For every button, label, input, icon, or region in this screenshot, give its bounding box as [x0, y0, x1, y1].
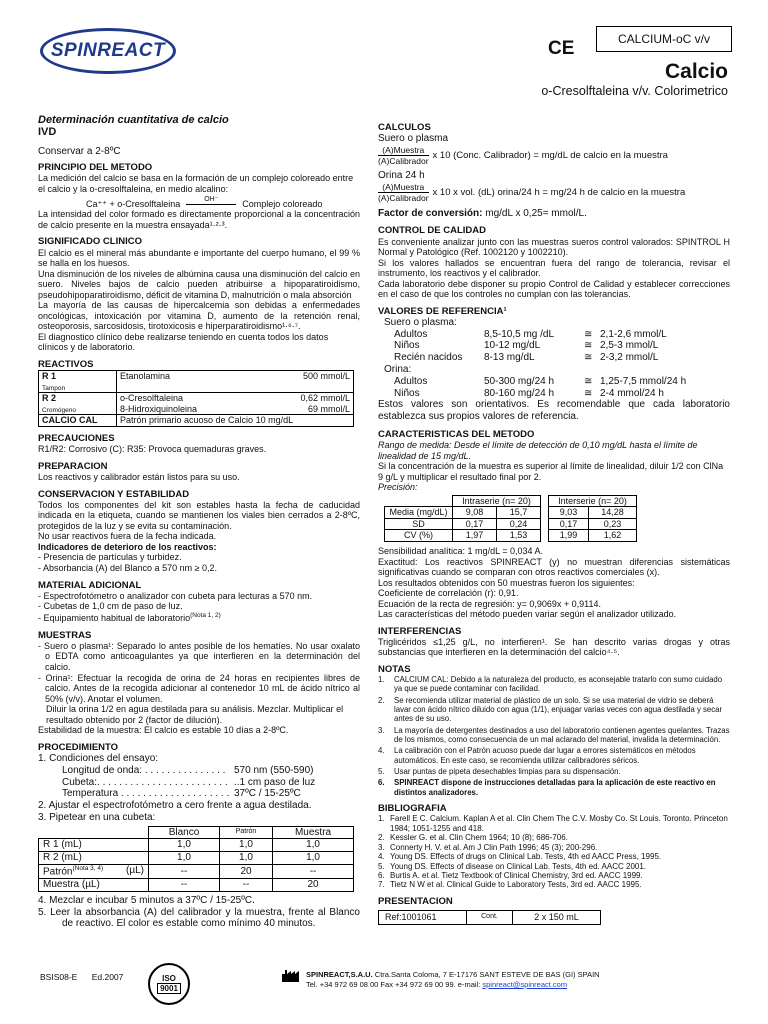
deterioration-list	[38, 552, 360, 573]
ref-values-heading: VALORES DE REFERENCIA¹	[378, 305, 507, 317]
r2-comp2: 8-Hidroxiquinoleina	[120, 403, 198, 414]
clinical-text2: Una disminución de los niveles de albúmina causa una disminución del calcio en suero. Niveles bajos de calcio pueden atribuirse a hipoparatiroidismo, pseudohipoparatiroidismo, déficit de vitamina D, malnutrición o mala absorción	[38, 268, 360, 300]
principle-text2: La intensidad del color formado es directamente proporcional a la concentración de calcio presente en la muestra ensayada¹·²·³.	[38, 209, 360, 230]
list-item	[378, 843, 730, 852]
table-cell: --	[273, 865, 354, 879]
approx-sign: ≅	[584, 328, 593, 340]
r1-name: R 1	[42, 370, 57, 381]
ref-mmol: 2-3,2 mmol/L	[600, 352, 659, 364]
note-number: 1.	[378, 675, 385, 685]
material-note: (Nota 1, 2)	[190, 611, 221, 619]
iso-number: 9001	[157, 983, 181, 994]
ref-mmol: 2-4 mmol/24 h	[600, 387, 664, 399]
ref-text: Young DS. Effects of drugs on Clinical Lab. Tests, 4th ed AACC Press, 1995.	[390, 852, 662, 862]
ref-mg: 80-160 mg/24 h	[484, 387, 555, 399]
r2-comp1: o-Cresolftaleina	[120, 393, 184, 404]
cal-name: CALCIO CAL	[39, 415, 117, 427]
note-number: 3.	[378, 725, 385, 735]
ref-values-text: Estos valores son orientativos. Es recomendable que cada laboratorio establezca sus propios valores de referencia.	[378, 399, 730, 423]
presentation-ref: Ref:1001061	[379, 911, 467, 925]
arrow-icon	[186, 204, 236, 205]
note-text: CALCIUM CAL: Debido a la naturaleza del producto, es aconsejable tratarlo con sumo cuidado ya que se puede contaminar con facilidad.	[394, 675, 723, 694]
table-cell: 20	[273, 879, 354, 892]
table-row	[39, 839, 354, 852]
reaction	[86, 196, 360, 209]
clinical-text4: El diagnostico clínico debe realizarse teniendo en cuenta todos los datos clínicos y de laboratorio.	[38, 331, 329, 353]
precautions-text: R1/R2: Corrosivo (C): R35: Provoca quemaduras graves.	[38, 444, 267, 455]
assay-conditions	[38, 765, 360, 800]
email-link[interactable]: spinreact@spinreact.com	[482, 980, 568, 989]
ref-group: Niños	[394, 340, 420, 352]
qc-text: Es conveniente analizar junto con las muestras sueros control valorados: SPINTROL H Normal y Patológico (Ref. 1002120 y 1002210).	[378, 236, 730, 258]
table-header: Intraserie (n= 20)	[453, 495, 541, 507]
footer-code	[40, 972, 123, 982]
samples-stability: Estabilidad de la muestra: El calcio es estable 10 días a 2-8ºC.	[38, 725, 289, 736]
list-item	[378, 675, 730, 694]
range-text: Rango de medida: Desde el límite de detección de 0,10 mg/dL hasta el límite de linealidad de 15 mg/dL.	[378, 439, 698, 461]
qc-text3: Cada laboratorio debe disponer su propio Control de Calidad y establecer correcciones en el caso de que los controles no cumplan con las tolerancias.	[378, 278, 730, 300]
table-cell: 0,17	[549, 518, 589, 530]
ref-number: 1.	[378, 814, 385, 824]
table-row	[385, 518, 637, 530]
ref-text: Burtis A. et al. Tietz Textbook of Clinical Chemistry, 3rd ed. AACC 1999.	[390, 871, 643, 880]
storage-heading: CONSERVACION Y ESTABILIDAD	[38, 488, 190, 500]
ref-mmol: 2,1-2,6 mmol/L	[600, 328, 667, 340]
samples-list	[38, 641, 360, 705]
procedure-step5: 5. Leer la absorbancia (A) del calibrador y la muestra, frente al Blanco de reactivo. El color es estable como mínimo 40 minutos.	[38, 906, 360, 930]
conversion-factor	[378, 208, 730, 220]
table-cell: R 1 (mL)	[39, 839, 149, 852]
ref-number: 7.	[378, 880, 385, 890]
interferences-text: Triglicéridos ≤1,25 g/L, no interfieren¹. Se han descrito varias drogas y otras substancias que interfieren en la determinación del calcio⁴·⁵.	[378, 636, 730, 658]
table-cell: 1,0	[219, 839, 272, 852]
precision-label: Precisión:	[378, 482, 418, 493]
list-item: - Espectrofotómetro o analizador con cubeta para lecturas a 570 nm.	[38, 590, 313, 601]
table-cell: 1,0	[219, 852, 272, 865]
preparation-heading: PREPARACION	[38, 460, 108, 472]
note-text: Usar puntas de pipeta desechables limpias para su dispensación.	[394, 767, 621, 777]
clinical-text: El calcio es el mineral más abundante e importante del cuerpo humano, el 99 % se halla en los huesos.	[38, 247, 360, 269]
patron-unit: (µL)	[126, 865, 144, 877]
r2-conc2: 69 mmol/L	[307, 403, 350, 414]
table-cell: Media (mg/dL)	[385, 507, 453, 519]
samples-heading: MUESTRAS	[38, 629, 92, 641]
clinical-text3: La mayoría de las causas de hipercalcemia son debidas a enfermedades oncológicas, intoxicación por vitamina D, aumento de la retención renal, osteoporosis, sarcosidosis, tirotoxicosis e hiperparatiroidismo¹·⁶·⁷.	[38, 300, 360, 332]
temperature-label: Temperatura . . . . . . . . . . . . . . . . . . . .	[62, 788, 230, 800]
ref-number: 6.	[378, 871, 385, 880]
table-cell: 1,0	[273, 839, 354, 852]
ref-mmol: 2,5-3 mmol/L	[600, 340, 659, 352]
r2-conc1: 0,62 mmol/L	[300, 393, 350, 404]
factory-icon	[282, 970, 302, 982]
approx-sign: ≅	[584, 352, 593, 364]
procedure-step3: 3. Pipetear en una cubeta:	[38, 811, 156, 823]
urine-equation: x 10 x vol. (dL) orina/24 h = mg/24 h de calcio en la muestra	[432, 186, 686, 198]
r1-comp: Etanolamina	[120, 370, 171, 381]
temperature-value: 37ºC / 15-25ºC	[234, 788, 301, 800]
r1-conc: 500 mmol/L	[302, 370, 350, 381]
table-header: Patrón	[219, 826, 272, 839]
calc-heading: CALCULOS	[378, 122, 431, 133]
reaction-arrow	[186, 196, 236, 209]
note-text: La mayoría de detergentes destinados a uso del laboratorio contienen agentes quelantes. Trazas de los mismos, como consecuencia de un mal aclarado del material, invalida la determinación.	[394, 725, 730, 745]
r1-sub: Tampon	[42, 384, 66, 392]
precautions-heading: PRECAUCIONES	[38, 433, 115, 445]
principle-text: La medición del calcio se basa en la formación de un complejo coloreado entre el calcio y la o-cresolftaleina, en medio alcalino:	[38, 173, 354, 194]
table-cell: CV (%)	[385, 530, 453, 542]
product-code: CALCIUM-oC v/v	[596, 26, 732, 52]
ref-serum-label: Suero o plasma:	[384, 316, 457, 328]
table-cell: 1,99	[549, 530, 589, 542]
ref-text: Young DS. Effects of disease on Clinical Lab. Tests, 4th ed. AACC 2001.	[390, 861, 647, 871]
table-cell: --	[219, 879, 272, 892]
notes-list	[378, 675, 730, 797]
table-cell: 1,62	[588, 530, 636, 542]
list-item	[378, 726, 730, 745]
ref-group: Recién nacidos	[394, 352, 463, 364]
table-cell: 1,53	[497, 530, 541, 542]
table-cell: 0,17	[453, 518, 497, 530]
conversion-value: mg/dL x 0,25= mmol/L.	[482, 207, 587, 219]
table-row	[385, 530, 637, 542]
fraction	[378, 145, 429, 166]
cal-comp: Patrón primario acuoso de Calcio 10 mg/dL	[117, 415, 354, 427]
urine-formula	[378, 182, 730, 203]
list-item	[378, 871, 730, 880]
exactness-text2: Los resultados obtenidos con 50 muestras fueron los siguientes:	[378, 577, 635, 588]
exactness-text: Exactitud: Los reactivos SPINREACT (y) no muestran diferencias sistemáticas significativas cuando se comparan con otros reactivos comerciales (x).	[378, 556, 730, 578]
regression-text: Ecuación de la recta de regresión: y= 0,9069x + 0,9114.	[378, 598, 601, 609]
approx-sign: ≅	[584, 340, 593, 352]
table-cell: 15,7	[497, 507, 541, 519]
fraction-denominator: (A)Calibrador	[378, 155, 429, 166]
presentation-qty: 2 x 150 mL	[513, 911, 601, 925]
fraction-denominator: (A)Calibrador	[378, 192, 429, 203]
qc-text2: Si los valores hallados se encuentran fuera del rango de tolerancia, revisar el instrumento, los reactivos y el calibrador.	[378, 257, 730, 279]
presentation-table	[378, 910, 601, 925]
doc-code: BSIS08-E	[40, 972, 78, 982]
ref-mg: 8-13 mg/dL	[484, 352, 535, 364]
approx-sign: ≅	[584, 375, 593, 387]
presentation-cont: Cont.	[467, 911, 513, 925]
page-title: Calcio	[664, 60, 728, 83]
list-item	[378, 852, 730, 861]
note-text: La calibración con el Patrón acuoso puede dar lugar a errores sistemáticos en métodos automáticos. En este caso, se recomienda utilizar calibradores séricos.	[394, 746, 696, 765]
calc-urine: Orina 24 h	[378, 169, 425, 181]
procedure-step4: 4. Mezclar e incubar 5 minutos a 37ºC / 15-25ºC.	[38, 894, 255, 906]
reaction-condition: OH⁻	[204, 196, 219, 204]
reagents-heading: REACTIVOS	[38, 358, 94, 370]
list-item: - Absorbancia (A) del Blanco a 570 nm ≥ 0,2.	[38, 562, 218, 573]
ref-mg: 8,5-10,5 mg /dL	[484, 328, 555, 340]
procedure-heading: PROCEDIMIENTO	[38, 741, 119, 753]
list-item	[38, 612, 360, 624]
list-item: - Orina¹: Efectuar la recogida de orina de 24 horas en recipientes libres de calcio. Antes de la recogida adicionar al contenedor 10 mL de ácido nítrico al 50% (v/v). Anotar el volumen.	[38, 672, 360, 704]
correlation-text: Coeficiente de correlación (r): 0,91.	[378, 588, 519, 599]
ref-group: Adultos	[394, 328, 428, 340]
ref-group: Niños	[394, 387, 420, 399]
notes-heading: NOTAS	[378, 663, 411, 675]
characteristics-text: Las características del método pueden variar según el analizador utilizado.	[378, 609, 677, 620]
table-header: Interserie (n= 20)	[549, 495, 637, 507]
serum-equation: x 10 (Conc. Calibrador) = mg/dL de calcio en la muestra	[432, 149, 668, 161]
ref-group: Adultos	[394, 375, 428, 387]
list-item	[378, 778, 730, 797]
list-item	[378, 862, 730, 871]
note-number: 5.	[378, 767, 385, 777]
table-cell: Muestra (µL)	[39, 879, 149, 892]
reaction-right: Complejo coloreado	[242, 198, 323, 209]
ref-text: Kessler G. et al. Clin Chem 1964; 10 (8); 686-706.	[390, 833, 568, 843]
table-cell: SD	[385, 518, 453, 530]
left-column	[38, 114, 360, 930]
wavelength-value: 570 nm (550-590)	[234, 764, 314, 776]
qc-heading: CONTROL DE CALIDAD	[378, 225, 487, 237]
table-cell: 14,28	[588, 507, 636, 519]
cuvette-label: Cubeta:. . . . . . . . . . . . . . . . . . . . . . . .	[62, 776, 228, 788]
right-column	[378, 122, 730, 925]
bibliography-heading: BIBLIOGRAFIA	[378, 803, 447, 815]
interferences-heading: INTERFERENCIAS	[378, 625, 462, 637]
ref-values	[378, 317, 730, 400]
fraction	[378, 182, 429, 203]
fraction-numerator: (A)Muestra	[378, 145, 429, 156]
list-item: - Presencia de partículas y turbidez.	[38, 552, 182, 563]
r2-name: R 2	[42, 393, 57, 404]
table-cell: 1,0	[273, 852, 354, 865]
table-row	[39, 865, 354, 879]
table-cell: 0,24	[497, 518, 541, 530]
table-cell: R 2 (mL)	[39, 852, 149, 865]
wavelength-label: Longitud de onda: . . . . . . . . . . . . . . .	[62, 764, 226, 776]
note-text: SPINREACT dispone de instrucciones detalladas para la aplicación de este reactivo en distintos analizadores.	[394, 778, 716, 797]
characteristics-heading: CARACTERISTICAS DEL METODO	[378, 428, 535, 440]
reagents-table	[38, 370, 354, 427]
table-cell	[39, 865, 149, 879]
note-number: 2.	[378, 695, 385, 705]
r2-sub: Cromógeno	[42, 406, 76, 414]
table-cell: 1,0	[149, 839, 220, 852]
table-row	[379, 911, 601, 925]
company-name: SPINREACT,S.A.U.	[306, 970, 373, 979]
principle-heading: PRINCIPIO DEL METODO	[38, 161, 153, 173]
approx-sign: ≅	[584, 387, 593, 399]
patron-label: Patrón	[43, 866, 73, 878]
list-item	[378, 880, 730, 889]
reaction-left: Ca⁺⁺ + o-Cresolftaleina	[86, 198, 181, 209]
footer-address	[306, 971, 600, 980]
storage-sub: Indicadores de deterioro de los reactivos:	[38, 541, 217, 552]
ref-number: 2.	[378, 833, 385, 843]
table-cell: --	[149, 879, 220, 892]
ref-text: Connerty H. V. et al. Am J Clin Path 1996; 45 (3); 200-296.	[390, 842, 598, 852]
ref-number: 4.	[378, 852, 385, 862]
storage-text: Todos los componentes del kit son estables hasta la fecha de caducidad indicada en la etiqueta, cuando se mantienen los viales bien cerrados a 2-8ºC, protegidos de la luz y se evita su contaminación.	[38, 499, 360, 531]
material-list	[38, 591, 360, 624]
footer-contact	[306, 981, 567, 990]
table-cell: 9,03	[549, 507, 589, 519]
main-title: Determinación cuantitativa de calcio	[38, 114, 229, 126]
table-cell: 1,97	[453, 530, 497, 542]
page-subtitle: o-Cresolftaleina v/v. Colorimetrico	[541, 84, 728, 98]
list-item: - Suero o plasma¹: Separado lo antes posible de los hematíes. No usar oxalato o EDTA como anticoagulantes ya que interfieren en la determinación del calcio.	[38, 640, 360, 672]
list-item	[378, 833, 730, 842]
precision-table	[384, 495, 637, 542]
procedure-step2: 2. Ajustar el espectrofotómetro a cero frente a agua destilada.	[38, 800, 312, 812]
company-address: Ctra.Santa Coloma, 7 E-17176 SANT ESTEVE DE BAS (GI) SPAIN	[372, 970, 600, 979]
samples-dilution: Diluir la orina 1/2 en agua destilada para su análisis. Mezclar. Multiplicar el resultado obtenido por 2 (factor de dilución).	[46, 704, 344, 725]
table-cell: 20	[219, 865, 272, 879]
conversion-label: Factor de conversión:	[378, 207, 483, 219]
presentation-heading: PRESENTACION	[378, 895, 453, 907]
material-item3: - Equipamiento habitual de laboratorio	[38, 612, 191, 623]
list-item	[378, 767, 730, 776]
storage-temp: Conservar a 2-8ºC	[38, 146, 121, 158]
table-cell: 0,23	[588, 518, 636, 530]
table-row	[39, 852, 354, 865]
ref-number: 3.	[378, 842, 385, 852]
clinical-heading: SIGNIFICADO CLINICO	[38, 236, 142, 248]
table-header: Blanco	[149, 826, 220, 839]
note-number: 6.	[378, 778, 385, 788]
ref-mmol: 1,25-7,5 mmol/24 h	[600, 375, 687, 387]
edition: Ed.2007	[91, 972, 124, 982]
serum-formula	[378, 145, 730, 166]
spinreact-logo: SPINREACT	[40, 28, 176, 74]
ref-text: Tietz N W et al. Clinical Guide to Laboratory Tests, 3rd ed. AACC 1995.	[390, 880, 642, 890]
ref-text: Farell E C. Calcium. Kaplan A et al. Clin Chem The C.V. Mosby Co. St Louis. Toronto. Princeton 1984; 1051-1255 and 418.	[390, 814, 728, 833]
table-row	[385, 507, 637, 519]
pipette-table	[38, 826, 354, 892]
ref-number: 5.	[378, 861, 385, 871]
ce-mark: CE	[548, 38, 575, 59]
calc-serum: Suero o plasma	[378, 133, 449, 145]
table-cell: 9,08	[453, 507, 497, 519]
table-row	[39, 879, 354, 892]
ref-mg: 10-12 mg/dL	[484, 340, 541, 352]
list-item	[378, 696, 730, 724]
sensitivity-text: Sensibilidad analítica: 1 mg/dL = 0,034 A.	[378, 546, 544, 556]
storage-text2: No usar reactivos fuera de la fecha indicada.	[38, 531, 217, 542]
ref-mg: 50-300 mg/24 h	[484, 375, 555, 387]
contact-text: Tel. +34 972 69 08 00 Fax +34 972 69 00 99. e-mail:	[306, 980, 483, 989]
iso-9001-seal-icon	[148, 963, 190, 1005]
bibliography-list	[378, 814, 730, 890]
note-text: Se recomienda utilizar material de plástico de un solo. Si se usa material de vidrio se deberá lavar con ácido nítrico diluido con agua (1/1), enjuagar varias veces con agua destilada y secar antes de su uso.	[394, 695, 723, 724]
table-header: Muestra	[273, 826, 354, 839]
list-item	[378, 746, 730, 765]
fraction-numerator: (A)Muestra	[378, 182, 429, 193]
patron-note: (Nota 3, 4)	[72, 865, 104, 873]
procedure-step1: 1. Condiciones del ensayo:	[38, 753, 159, 765]
material-heading: MATERIAL ADICIONAL	[38, 579, 142, 591]
range-text2: Si la concentración de la muestra es superior al límite de linealidad, diluir 1/2 con ClNa 9 g/L y multiplicar el resultado final por 2.	[378, 461, 724, 482]
iso-label: ISO	[162, 973, 176, 983]
table-header	[39, 826, 149, 839]
list-item: - Cubetas de 1,0 cm de paso de luz.	[38, 601, 183, 612]
ref-urine-label: Orina:	[384, 364, 412, 376]
ivd-label: IVD	[38, 126, 57, 139]
note-number: 4.	[378, 746, 385, 756]
table-cell: --	[149, 865, 220, 879]
preparation-text: Los reactivos y calibrador están listos para su uso.	[38, 472, 240, 483]
list-item	[378, 814, 730, 833]
table-cell: 1,0	[149, 852, 220, 865]
cuvette-value: ..1 cm paso de luz	[234, 776, 316, 788]
